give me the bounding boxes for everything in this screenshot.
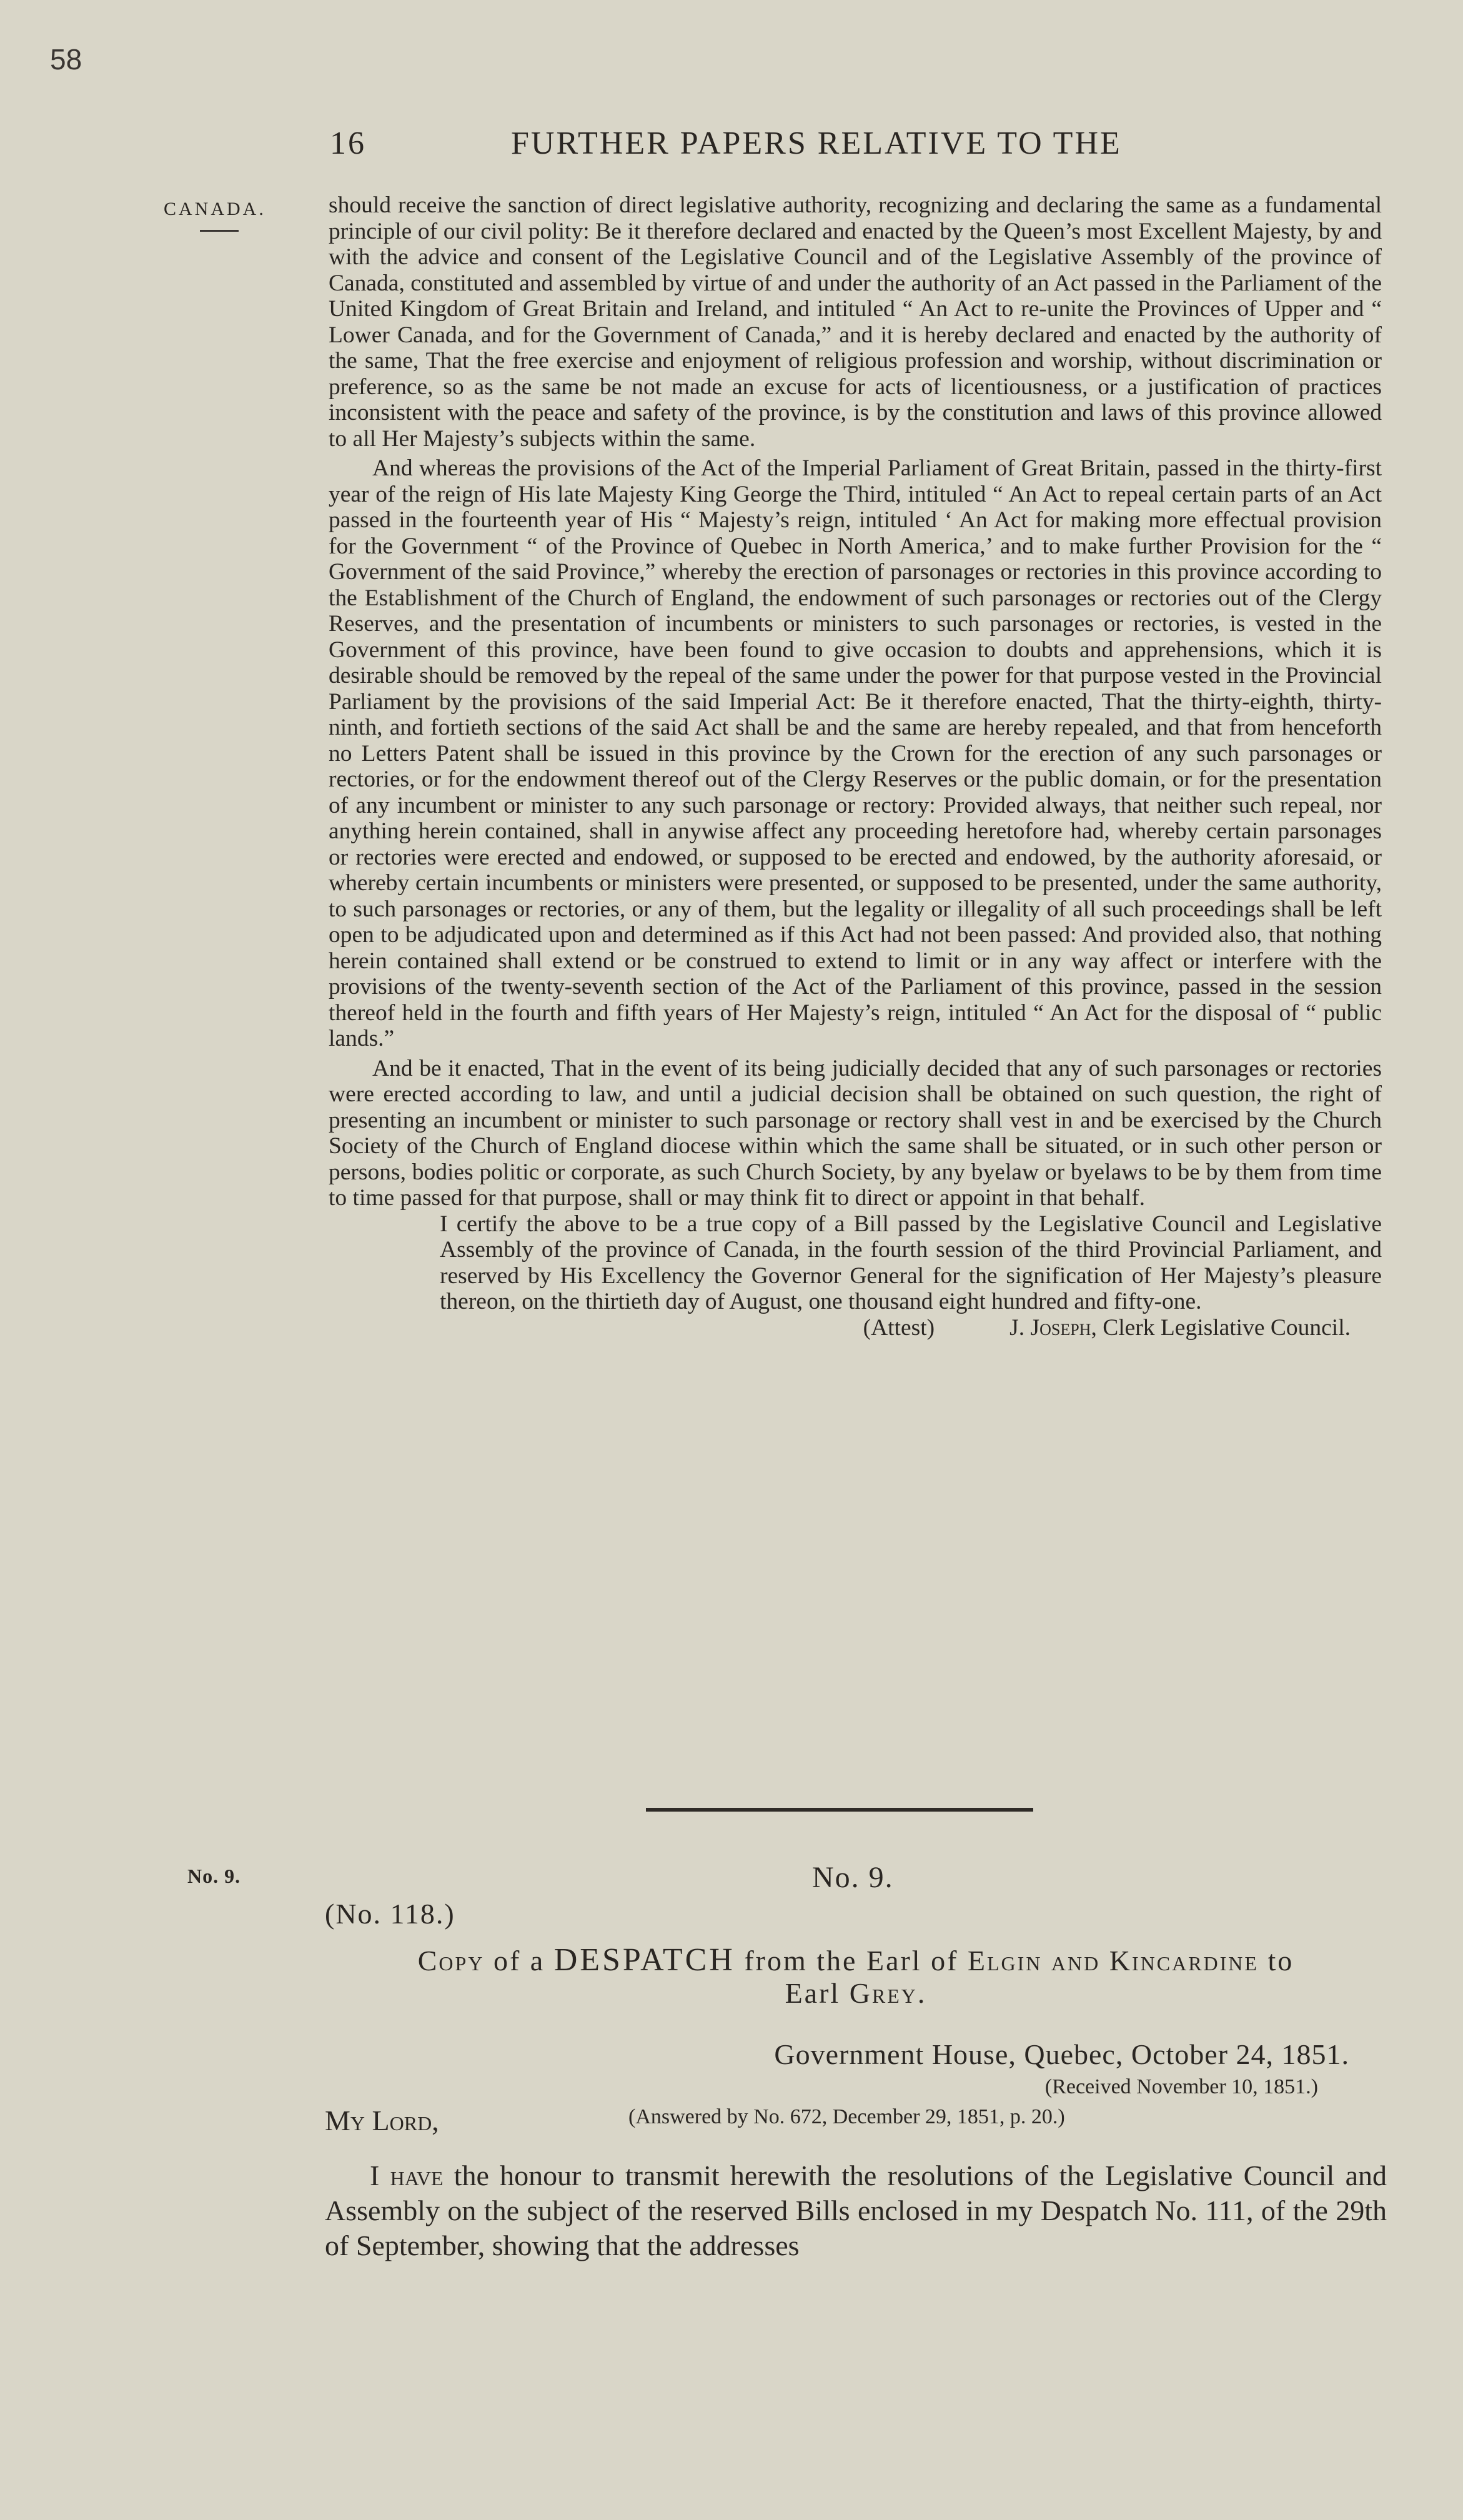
bill-paragraph-1: should receive the sanction of direct legislative authority, recognizing and declaring the same as a fundamental principle of our civil polity: Be it therefore declared and enacted by the Queen’s most Excellent Majesty, by and with the advice and consent of the Legislative Council and of the Legislative Assembly of the province of Canada, constituted and assembled by virtue of and under the authority of an Act passed in the Parliament of the United Kingdom of Great Britain and Ireland, and intituled “ An Act to re-unite the Provinces of Upper and “ Lower Canada, and for the Government of Canada,” and it is hereby declared and enacted by the authority of the same, That the free exercise and enjoyment of religious profession and worship, without discrimination or preference, so as the same be not made an excuse for acts of licentiousness, or a justification of practices inconsistent with the peace and safety of the province, is by the constitution and laws of this province allowed to all Her Majesty’s subjects within the same. xyxy=(329,192,1382,452)
from-the-text: from the Earl of xyxy=(735,1945,968,1977)
bill-text xyxy=(329,192,1382,1341)
despatch-reference-number: (No. 118.) xyxy=(325,1898,455,1930)
bill-paragraph-3: And be it enacted, That in the event of its being judicially decided that any of such parsonages or rectories were erected according to law, and until a judicial decision shall be obtained on such question, the right of presenting an incumbent or minister to such parsonage or rectory shall vest in and be exercised by the Church Society of the Church of England diocese within which the same shall be situated, or in such other person or persons, bodies politic or corporate, as such Church Society, by any byelaw or byelaws to be by them from time to time passed for that purpose, shall or may think fit to direct or appoint in that behalf. xyxy=(329,1055,1382,1211)
certification-statement: I certify the above to be a true copy of a Bill passed by the Legislative Council and Legislative Assembly of the province of Canada, in the fourth session of the third Provincial Parliament, and reserved by His Excellency the Governor General for the signification of Her Majesty’s pleasure thereon, on the thirtieth day of August, one thousand eight hundred and fifty-one. xyxy=(440,1211,1382,1314)
opening-text: the honour to transmit herewith the resolutions of the Legislative Council and Assembly on the subject of the reserved Bills enclosed in my Despatch No. 111, of the 29th of September, showing that the addresses xyxy=(325,2160,1387,2261)
page-folio-number: 58 xyxy=(50,43,82,76)
recipient-end: . xyxy=(917,1977,927,2009)
copy-word: Copy xyxy=(417,1945,485,1977)
of-a-text: of a xyxy=(484,1945,554,1977)
attest-label: (Attest) xyxy=(863,1314,935,1341)
sender-name: Elgin and Kincardine xyxy=(967,1945,1259,1977)
section-divider-rule xyxy=(646,1808,1033,1812)
recipient-name: Grey xyxy=(849,1977,918,2009)
running-head-title: FURTHER PAPERS RELATIVE TO THE xyxy=(511,126,1122,161)
answered-note: (Answered by No. 672, December 29, 1851, p. 20.) xyxy=(628,2105,1065,2128)
received-date: (Received November 10, 1851.) xyxy=(1044,2075,1318,2098)
place-and-date: Government House, Quebec, October 24, 1851. xyxy=(774,2038,1349,2070)
margin-note-no9: No. 9. xyxy=(187,1865,241,1887)
attest-title: , Clerk Legislative Council. xyxy=(1091,1314,1351,1341)
margin-note-canada: CANADA. xyxy=(164,199,266,219)
recipient-prefix: Earl xyxy=(785,1977,850,2009)
despatch xyxy=(325,1898,1387,2263)
despatch-word: DESPATCH xyxy=(553,1942,735,1978)
running-head xyxy=(330,125,1354,162)
attestation-line xyxy=(329,1315,1382,1341)
to-word: to xyxy=(1258,1945,1294,1977)
despatch-body xyxy=(325,2158,1387,2263)
salutation-row xyxy=(325,2101,1387,2136)
despatch-number-heading: No. 9. xyxy=(812,1861,894,1894)
running-head-page-number: 16 xyxy=(330,126,366,161)
attest-name: Joseph xyxy=(1030,1314,1091,1341)
despatch-title xyxy=(325,1944,1387,2010)
attest-initial: J. xyxy=(1009,1314,1031,1341)
opening-word: I have xyxy=(370,2160,444,2191)
salutation: My Lord, xyxy=(325,2105,439,2136)
bill-paragraph-2: And whereas the provisions of the Act of the Imperial Parliament of Great Britain, passed in the thirty-first year of the reign of His late Majesty King George the Third, intituled “ An Act to repeal certain parts of an Act passed in the fourteenth year of His “ Majesty’s reign, intituled ‘ An Act for making more effectual provision for the Government “ of the Province of Quebec in North America,’ and to make further Provision for the “ Government of the said Province,” whereby the erection of parsonages or rectories in this province according to the Establishment of the Church of England, the endowment of such parsonages or rectories out of the Clergy Reserves, and the presentation of incumbents or ministers to such parsonages or rectories, is vested in the Government of this province, have been found to give occasion to doubts and apprehensions, which it is desirable should be removed by the repeal of the same under the power for that purpose vested in the Provincial Parliament by the provisions of the said Imperial Act: Be it therefore enacted, That the thirty-eighth, thirty-ninth, and fortieth sections of the said Act shall be and the same are hereby repealed, and that from henceforth no Letters Patent shall be issued in this province by the Crown for the erection of any such parsonages or rectories, or for the endowment thereof out of the Clergy Reserves or the public domain, or for the presentation of any incumbent or minister to any such parsonage or rectory: Provided always, that neither such repeal, nor anything herein contained, shall in anywise affect any proceeding heretofore had, whereby certain parsonages or rectories were erected and endowed, or supposed to be erected and endowed, by the authority aforesaid, or whereby certain incumbents or ministers were presented, or supposed to be presented, under the same authority, to such parsonages or rectories, or any of them, but the legality or illegality of all such proceedings shall be left open to be adjudicated upon and determined as if this Act had not been passed: And provided also, that nothing herein contained shall extend or be construed to extend to limit or in any way affect or interfere with the provisions of the twenty-seventh section of the Act of the Parliament of this province, passed in the session thereof held in the fourth and fifth years of Her Majesty’s reign, intituled “ An Act for the disposal of “ public lands.” xyxy=(329,455,1382,1051)
margin-note-dash xyxy=(200,230,239,232)
